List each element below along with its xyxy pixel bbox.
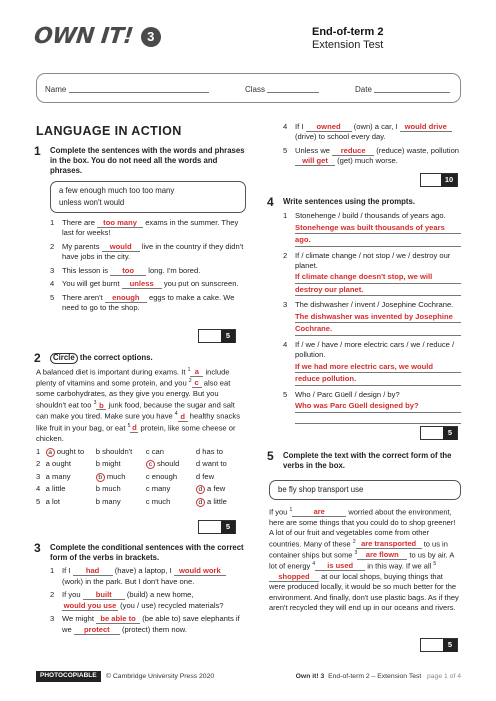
- answer-line[interactable]: [295, 414, 461, 424]
- exercise-3: [36, 543, 246, 635]
- answer-line[interactable]: Stonehenge was built thousands of years: [295, 223, 461, 234]
- answer-blank[interactable]: built: [83, 591, 125, 600]
- option-row: 5 a lot b many c much d a little: [36, 497, 246, 507]
- level-badge: 3: [141, 27, 161, 47]
- answer-blank[interactable]: owned: [306, 123, 352, 132]
- option-c[interactable]: c can: [145, 446, 164, 456]
- option-d[interactable]: d a few: [196, 484, 246, 494]
- option-a[interactable]: a many: [45, 471, 71, 481]
- option-d[interactable]: d few: [195, 471, 215, 481]
- option-b[interactable]: b many: [95, 496, 121, 506]
- answer-blank[interactable]: protect: [74, 626, 120, 635]
- list-item: 3 We might be able to (be able to) save elephants if we protect (protect) them now.: [50, 614, 240, 634]
- option-a[interactable]: a ought: [45, 459, 72, 469]
- list-item: 2 My parents would live in the country if they didn't have jobs in the city.: [50, 241, 244, 262]
- answer-blank[interactable]: would you use: [63, 600, 117, 610]
- exercise-text: If you $^1$ are worried about the environment, here are some things that you could do to shop greener! A lot of our fruit and vegetables come from other countries. Many of these $^2$ are transported to us in container ships but some $^3$ are flown to us by air. A lot of energy $^4$ is used in this way. If we all $^5$shopped at our local shops, buying things that were produced locally, it would be so much better for the environment. And finally, don't use plastic bags. As if they aren't recycled they will end up in our oceans and rivers.: [269, 506, 459, 613]
- option-a[interactable]: a ought to: [46, 447, 96, 457]
- option-c[interactable]: c should: [146, 459, 196, 469]
- option-row: 2 a ought b might c should d want to: [36, 459, 246, 469]
- footer-right: Own it! 3 End-of-term 2 – Extension Test page 1 of 4: [295, 673, 461, 680]
- list-item: 3 This lesson is too long. I'm bored.: [50, 265, 201, 275]
- list-item: 1 There are too many exams in the summer. They last for weeks!: [50, 217, 239, 238]
- test-subtitle: Extension Test: [312, 39, 384, 51]
- exercise-number: 2: [34, 351, 41, 365]
- exercise-instruction: Complete the text with the correct form of the verbs in the box.: [283, 451, 452, 471]
- word-box: be fly shop transport use: [269, 480, 461, 500]
- answer-blank[interactable]: would work: [174, 567, 226, 576]
- section-title: LANGUAGE IN ACTION: [36, 124, 182, 138]
- answer-blank[interactable]: enough: [105, 294, 147, 303]
- exercise-number: 5: [267, 449, 274, 463]
- answer-line[interactable]: ago.: [295, 235, 461, 246]
- option-row: 1 a ought to b shouldn't c can d has to: [36, 447, 246, 457]
- option-c[interactable]: c much: [145, 496, 171, 506]
- list-item: 5 There aren't enough eggs to make a cake. We need to go to the shop.: [50, 292, 235, 313]
- answer-blank[interactable]: too many: [97, 219, 143, 228]
- score-box[interactable]: 5: [198, 520, 236, 534]
- photocopiable-badge: PHOTOCOPIABLE: [36, 671, 101, 682]
- list-item: 1 If I had (have) a laptop, I would work (work) in the park. But I don't have one.: [50, 566, 246, 587]
- exercise-text: A balanced diet is important during exams. It $^1$ a include plenty of vitamins and some protein, and you $^2$ c also eat some carbohydrates, as they give you energy. But you shouldn't eat too $^3$ b junk food, because the sugar and salt can make you tired. Make sure you have $^4$ d healthy snacks like fruit in your bag, or eat $^5$ d protein, like some cheese or chicken.: [36, 366, 241, 443]
- list-item: 4 If / we / have / more electric cars / we / reduce / pollution. If we had more electric cars, we would reduce pollution.: [283, 340, 461, 386]
- list-item: 3 The dishwasher / invent / Josephine Cochrane. The dishwasher was invented by Josephine Cochrane.: [283, 300, 461, 335]
- answer-line[interactable]: reduce pollution.: [295, 374, 461, 385]
- option-c[interactable]: c many: [145, 484, 171, 494]
- options-grid: [36, 447, 246, 507]
- option-b[interactable]: b much: [95, 484, 121, 494]
- option-b[interactable]: b much: [96, 472, 146, 482]
- answer-blank[interactable]: would: [102, 243, 140, 252]
- exercise-instruction: Circle the correct options.: [36, 353, 246, 364]
- student-info-box: [36, 73, 461, 103]
- option-d[interactable]: d want to: [195, 459, 227, 469]
- answer-blank[interactable]: reduce: [332, 147, 374, 156]
- list-item: 5 Who / Parc Güell / design / by? Who was Parc Güell designed by?: [283, 390, 461, 424]
- exercise-instruction: Write sentences using the prompts.: [283, 197, 415, 206]
- test-title: End-of-term 2: [312, 26, 384, 38]
- exercise-3-continued: [269, 119, 461, 167]
- option-c[interactable]: c enough: [145, 471, 178, 481]
- date-field[interactable]: Date: [355, 84, 450, 95]
- word-box: a few enough much too too many unless won't would: [50, 181, 246, 212]
- answer-line[interactable]: If climate change doesn't stop, we will: [295, 272, 461, 283]
- list-item: 1 Stonehenge / build / thousands of years ago. Stonehenge was built thousands of years ago.: [283, 211, 461, 246]
- score-box[interactable]: 10: [420, 173, 458, 187]
- answer-line[interactable]: Who was Parc Güell designed by?: [295, 401, 461, 412]
- option-b[interactable]: b shouldn't: [95, 446, 133, 456]
- exercise-1: [36, 146, 246, 314]
- answer-line[interactable]: destroy our planet.: [295, 285, 461, 296]
- own-it-logo: [34, 22, 161, 52]
- score-box[interactable]: 5: [420, 638, 458, 652]
- answer-line[interactable]: Cochrane.: [295, 324, 461, 335]
- answer-blank[interactable]: unless: [122, 280, 162, 289]
- score-box[interactable]: 5: [198, 329, 236, 343]
- option-a[interactable]: a lot: [45, 496, 61, 506]
- exercise-instruction: Complete the conditional sentences with the correct form of the verbs in brackets.: [50, 543, 244, 563]
- answer-blank[interactable]: will get: [295, 157, 335, 166]
- class-field[interactable]: Class: [245, 84, 319, 95]
- score-box[interactable]: 5: [420, 426, 458, 440]
- option-row: 4 a little b much c many d a few: [36, 484, 246, 494]
- answer-blank[interactable]: would drive: [400, 123, 452, 132]
- list-item: 5 Unless we reduce (reduce) waste, pollution will get (get) much worse.: [283, 145, 460, 166]
- answer-blank[interactable]: had: [73, 567, 113, 576]
- copyright: © Cambridge University Press 2020: [106, 673, 215, 680]
- option-b[interactable]: b might: [95, 459, 121, 469]
- exercise-number: 4: [267, 195, 274, 209]
- exercise-number: 1: [34, 144, 41, 158]
- exercise-number: 3: [34, 541, 41, 555]
- exercise-instruction: Complete the sentences with the words and phrases in the box. You do not need all the words and phrases.: [50, 146, 245, 176]
- list-item: 2 If you built (build) a new home, would you use (you / use) recycled materials?: [50, 590, 224, 610]
- exercise-5: [269, 451, 461, 614]
- option-a[interactable]: a little: [45, 484, 66, 494]
- list-item: 2 If / climate change / not stop / we / destroy our planet. If climate change doesn't stop, we will destroy our planet.: [283, 251, 461, 297]
- exercise-4: [269, 197, 461, 424]
- list-item: 4 You will get burnt unless you put on sunscreen.: [50, 279, 239, 289]
- option-d[interactable]: d has to: [195, 446, 223, 456]
- answer-blank[interactable]: too: [110, 267, 146, 276]
- exercise-2: [36, 353, 246, 507]
- answer-line[interactable]: If we had more electric cars, we would: [295, 362, 461, 373]
- option-row: 3 a many b much c enough d few: [36, 472, 246, 482]
- answer-line[interactable]: The dishwasher was invented by Josephine: [295, 312, 461, 323]
- option-d[interactable]: d a little: [196, 497, 246, 507]
- logo-text: OWN IT!: [32, 24, 135, 49]
- list-item: 4 If I owned (own) a car, I would drive (drive) to school every day.: [283, 122, 461, 143]
- name-field[interactable]: Name: [45, 84, 209, 95]
- answer-blank[interactable]: be able to: [96, 615, 140, 624]
